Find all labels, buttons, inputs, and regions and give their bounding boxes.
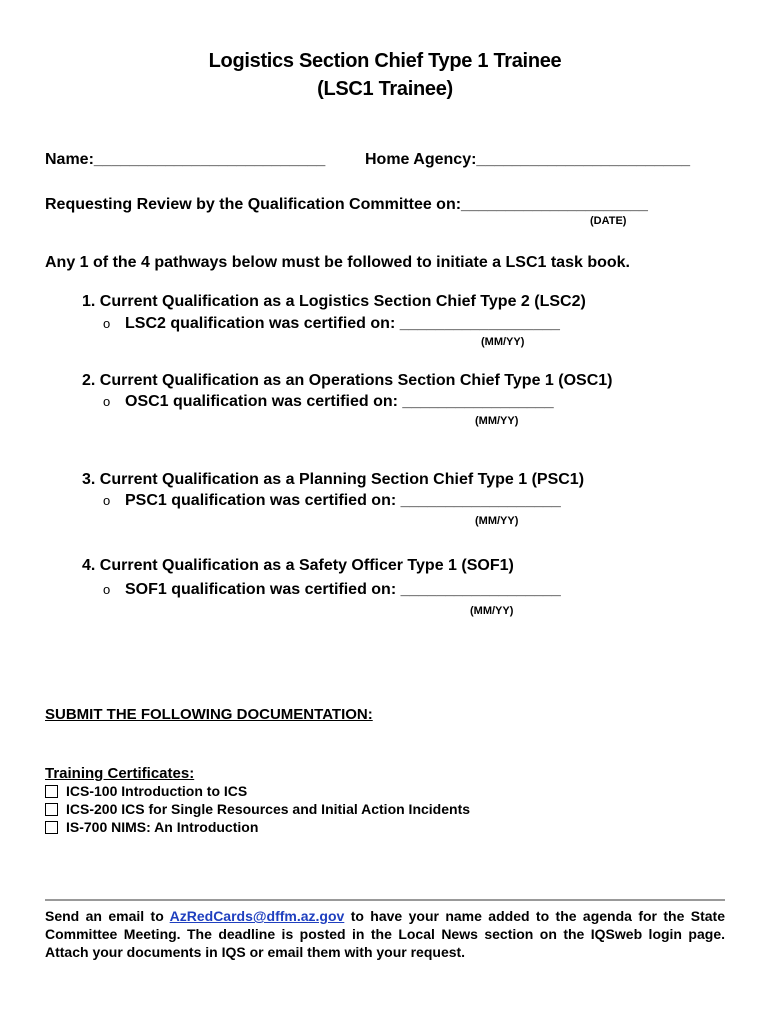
pathway-4-hint: (MM/YY) <box>470 605 514 617</box>
checkbox-icon[interactable] <box>45 821 58 834</box>
pathway-2-hint: (MM/YY) <box>475 415 519 427</box>
checklist-item[interactable] <box>45 783 247 799</box>
pathway-1-sub[interactable] <box>103 315 560 333</box>
name-field[interactable]: Name:__________________________ <box>45 151 326 168</box>
pathway-4-sub-text: SOF1 qualification was certified on: __________________ <box>125 581 561 598</box>
pathway-1-hint: (MM/YY) <box>481 336 525 348</box>
checklist-item[interactable] <box>45 819 258 835</box>
checklist-item-label: ICS-200 ICS for Single Resources and Initial Action Incidents <box>66 801 471 817</box>
divider <box>45 899 725 901</box>
review-date-field[interactable]: Requesting Review by the Qualification Committee on:_____________________ <box>45 196 648 213</box>
page-title: Logistics Section Chief Type 1 Trainee <box>208 50 562 72</box>
bullet-icon: o <box>103 582 111 597</box>
pathway-2-sub-text: OSC1 qualification was certified on: _________________ <box>125 393 554 410</box>
footer-note <box>45 907 725 961</box>
checklist-item-label: ICS-100 Introduction to ICS <box>66 783 248 799</box>
pathway-4-sub[interactable] <box>103 581 561 599</box>
email-link[interactable]: AzRedCards@dffm.az.gov <box>169 908 345 924</box>
pathway-1-sub-text: LSC2 qualification was certified on: __________________ <box>125 315 560 332</box>
pathway-2-sub[interactable] <box>103 393 554 411</box>
pathway-2-heading: 2. Current Qualification as an Operations Section Chief Type 1 (OSC1) <box>82 372 613 389</box>
pathway-3-sub[interactable] <box>103 492 561 510</box>
pathway-3-heading: 3. Current Qualification as a Planning Section Chief Type 1 (PSC1) <box>82 471 585 488</box>
footer-post: to have your name added to the agenda for the State Committee Meeting. The deadline is posted in the Local News section on the IQSweb login page. Attach your documents in IQS or email them with your request. <box>45 908 726 960</box>
pathway-1-heading: 1. Current Qualification as a Logistics Section Chief Type 2 (LSC2) <box>82 293 586 310</box>
bullet-icon: o <box>103 394 111 409</box>
pathway-3-hint: (MM/YY) <box>475 515 519 527</box>
checkbox-icon[interactable] <box>45 803 58 816</box>
documentation-heading: SUBMIT THE FOLLOWING DOCUMENTATION: <box>45 706 373 723</box>
pathways-intro: Any 1 of the 4 pathways below must be followed to initiate a LSC1 task book. <box>45 254 630 271</box>
bullet-icon: o <box>103 493 111 508</box>
page-subtitle: (LSC1 Trainee) <box>317 78 453 100</box>
checkbox-icon[interactable] <box>45 785 58 798</box>
footer-pre: Send an email to <box>45 908 170 924</box>
pathway-3-sub-text: PSC1 qualification was certified on: __________________ <box>125 492 561 509</box>
home-agency-field[interactable]: Home Agency:________________________ <box>365 151 690 168</box>
checklist-item-label: IS-700 NIMS: An Introduction <box>66 819 259 835</box>
training-label: Training Certificates: <box>45 765 195 782</box>
bullet-icon: o <box>103 316 111 331</box>
date-hint: (DATE) <box>590 215 627 227</box>
checklist-item[interactable] <box>45 801 470 817</box>
pathway-4-heading: 4. Current Qualification as a Safety Officer Type 1 (SOF1) <box>82 557 514 574</box>
